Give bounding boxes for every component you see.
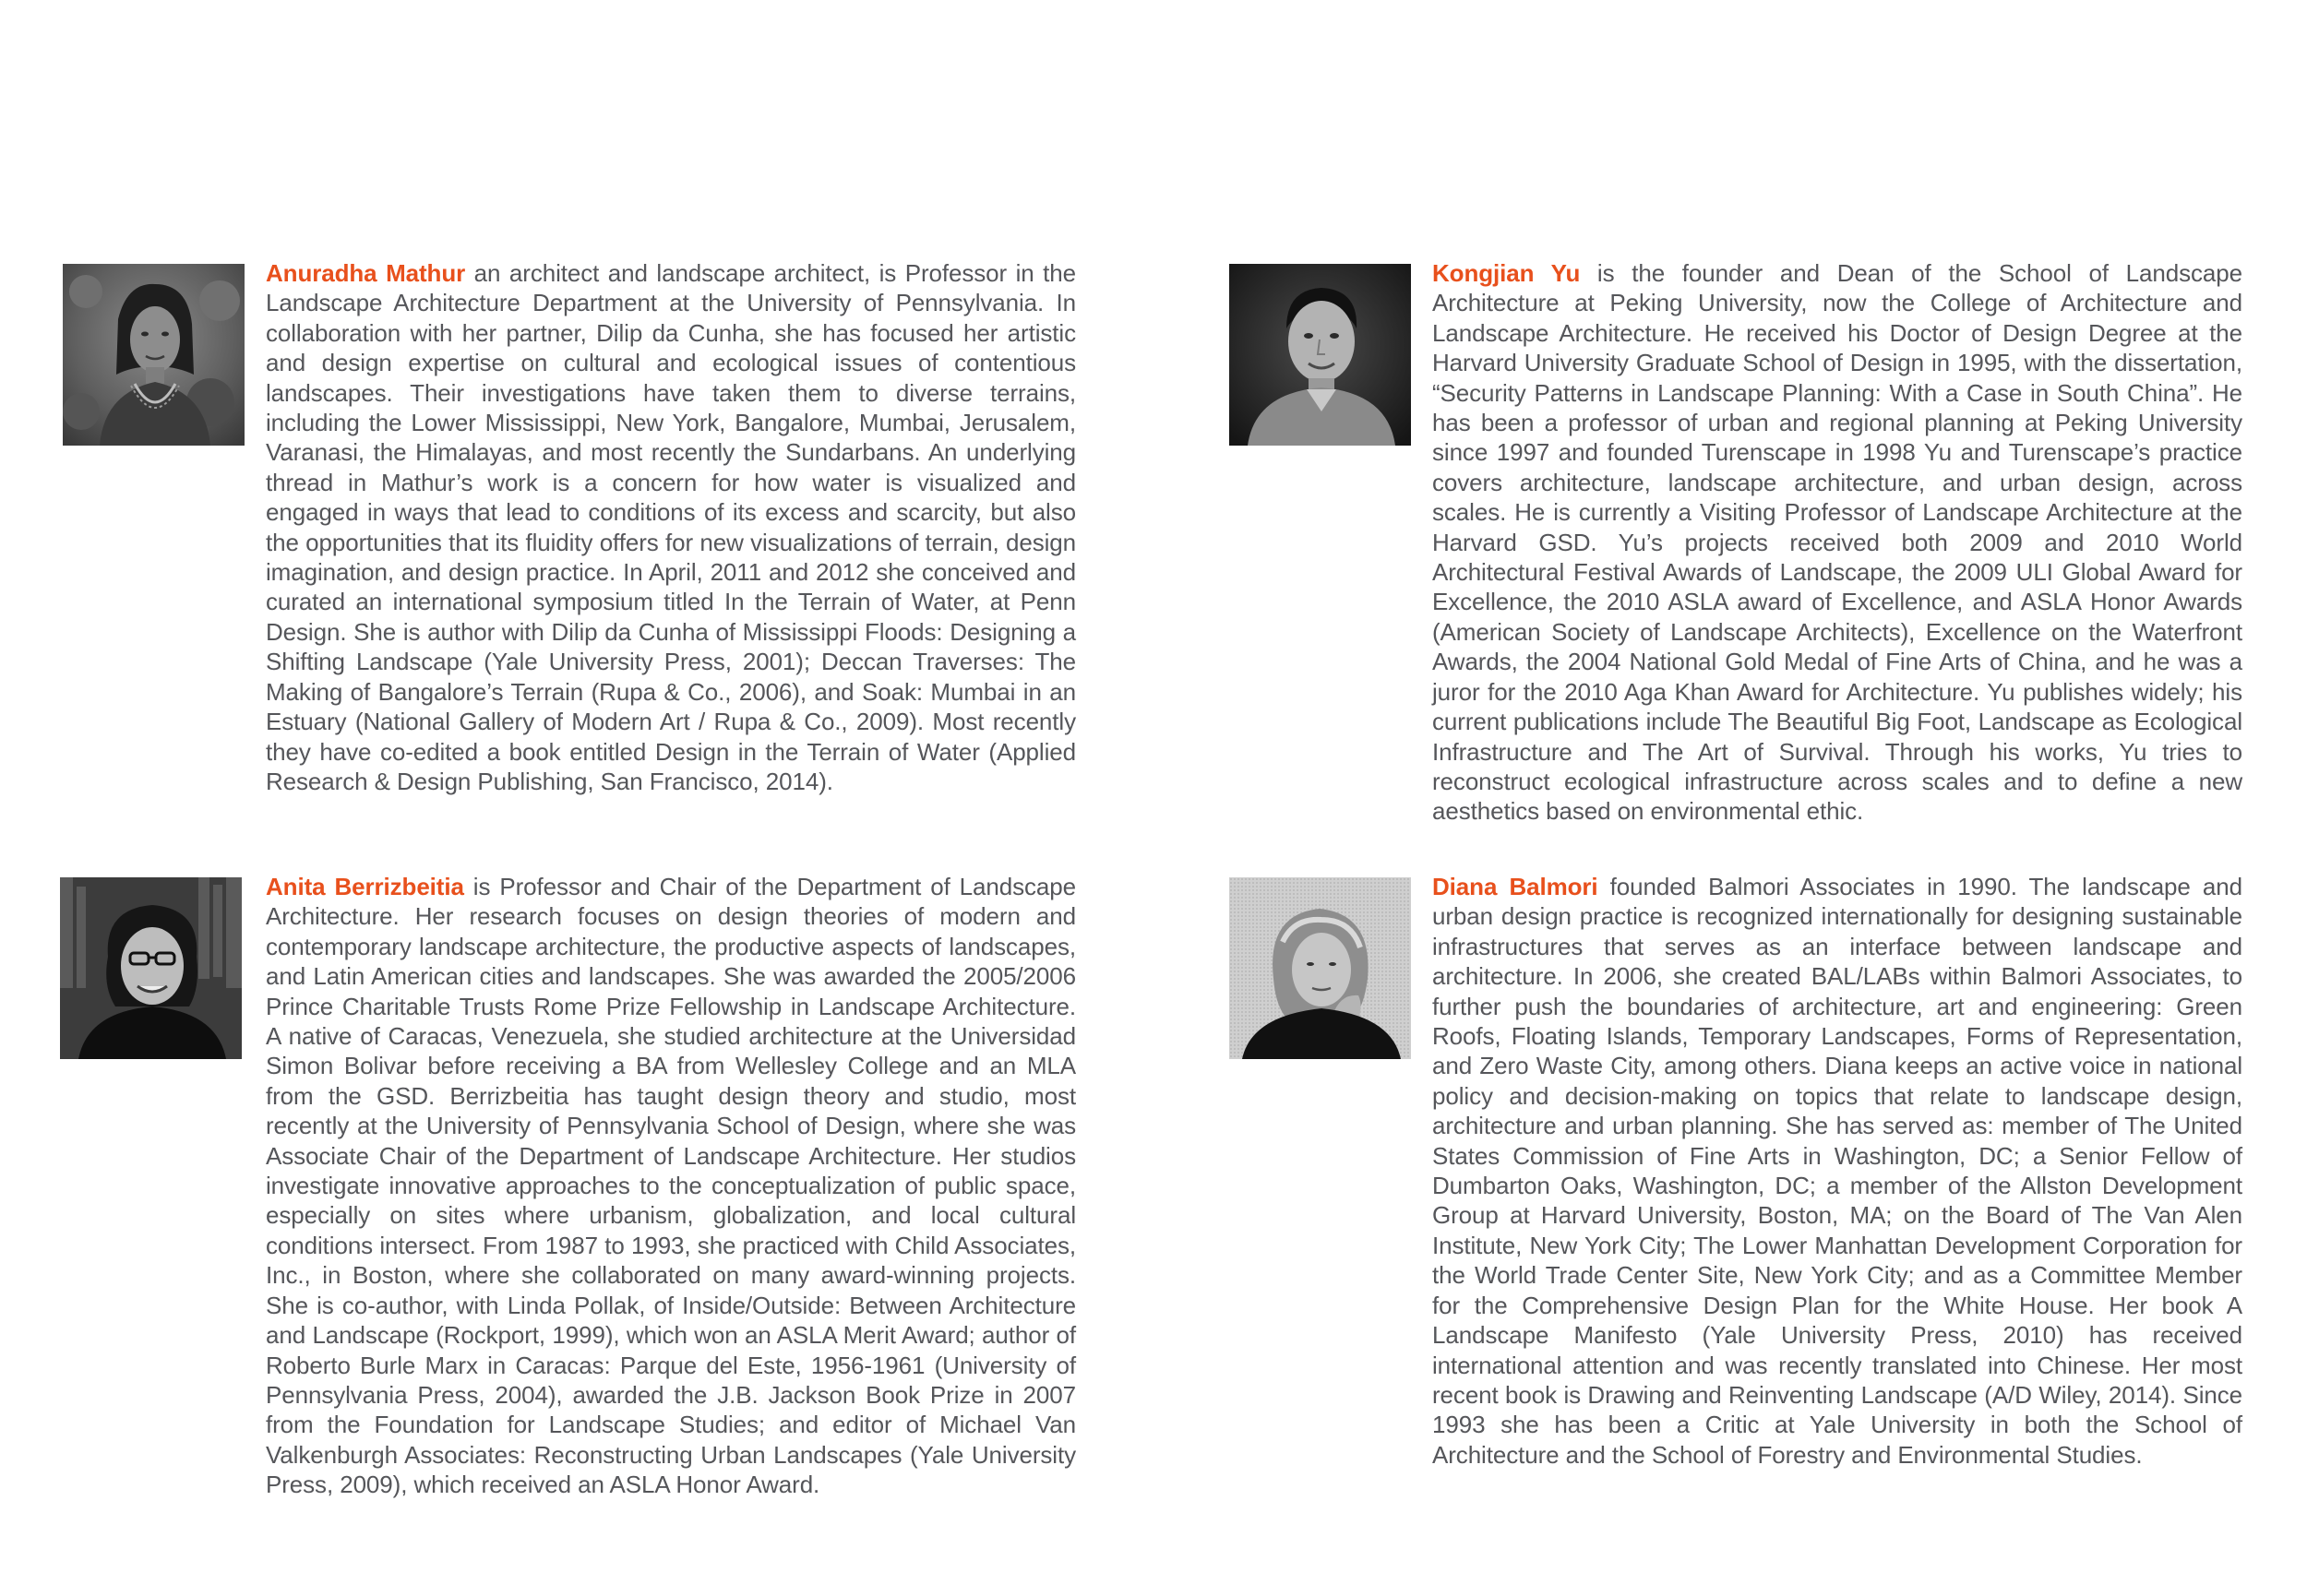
portrait-image (1229, 264, 1411, 446)
bio-text-berrizbeitia (266, 872, 1076, 1500)
portrait-photo-yu (1229, 264, 1411, 446)
bio-name-balmori: Diana Balmori (1432, 873, 1598, 900)
bio-text-yu (1432, 258, 2242, 827)
bio-name-berrizbeitia: Anita Berrizbeitia (266, 873, 464, 900)
portrait-photo-berrizbeitia (60, 877, 242, 1059)
portrait-image (63, 264, 245, 446)
portrait-image (60, 877, 242, 1059)
bio-name-mathur: Anuradha Mathur (266, 259, 466, 287)
bio-name-yu: Kongjian Yu (1432, 259, 1581, 287)
portrait-image (1229, 877, 1411, 1059)
bio-body-berrizbeitia: is Professor and Chair of the Department of Landscape Architecture. Her research focuses on design theories of modern and contemporary landscape architecture, the productive aspects of landscapes, and Latin American cities and landscapes. She was awarded the 2005/2006 Prince Charitable Trusts Rome Prize Fellowship in Landscape Architecture. A native of Caracas, Venezuela, she studied architecture at the Universidad Simon Bolivar before receiving a BA from Wellesley College and an MLA from the GSD. Berrizbeitia has taught design theory and studio, most recently at the University of Pennsylvania School of Design, where she was Associate Chair of the Department of Landscape Architecture. Her studios investigate innovative approaches to the conceptualization of public space, especially on sites where urbanism, globalization, and local cultural conditions intersect. From 1987 to 1993, she practiced with Child Associates, Inc., in Boston, where she collaborated on many award-winning projects. She is co-author, with Linda Pollak, of Inside/Outside: Between Architecture and Landscape (Rockport, 1999), which won an ASLA Merit Award; author of Roberto Burle Marx in Caracas: Parque del Este, 1956-1961 (University of Pennsylvania Press, 2004), awarded the J.B. Jackson Book Prize in 2007 from the Foundation for Landscape Studies; and editor of Michael Van Valkenburgh Associates: Reconstructing Urban Landscapes (Yale University Press, 2009), which received an ASLA Honor Award. (266, 873, 1077, 1499)
portrait-photo-mathur (63, 264, 245, 446)
bio-body-yu: is the founder and Dean of the School of Landscape Architecture at Peking University, now the College of Architecture and Landscape Architecture. He received his Doctor of Design Degree at the Harvard University Graduate School of Design in 1995, with the dissertation, “Security Patterns in Landscape Planning: With a Case in South China”. He has been a professor of urban and regional planning at Peking University since 1997 and founded Turenscape in 1998 Yu and Turenscape’s practice covers architecture, landscape architecture, and urban design, across scales. He is currently a Visiting Professor of Landscape Architecture at the Harvard GSD. Yu’s projects received both 2009 and 2010 World Architectural Festival Awards of Landscape, the 2009 ULI Global Award for Excellence, the 2010 ASLA award of Excellence, and ASLA Honor Awards (American Society of Landscape Architects), Excellence on the Waterfront Awards, the 2004 National Gold Medal of Fine Arts of China, and he was a juror for the 2010 Aga Khan Award for Architecture. Yu publishes widely; his current publications include The Beautiful Big Foot, Landscape as Ecological Infrastructure and The Art of Survival. Through his works, Yu tries to reconstruct ecological infrastructure across scales and to define a new aesthetics based on environmental ethic. (1432, 259, 2242, 826)
bio-body-mathur: an architect and landscape architect, is Professor in the Landscape Architecture Department at the University of Pennsylvania. In collaboration with her partner, Dilip da Cunha, she has focused her artistic and design expertise on cultural and ecological issues of contentious landscapes. Their investigations have taken them to diverse terrains, including the Lower Mississippi, New York, Bangalore, Mumbai, Jerusalem, Varanasi, the Himalayas, and most recently the Sundarbans. An underlying thread in Mathur’s work is a concern for how water is visualized and engaged in ways that lead to conditions of its excess and scarcity, but also the opportunities that its fluidity offers for new visualizations of terrain, design imagination, and design practice. In April, 2011 and 2012 she conceived and curated an international symposium titled In the Terrain of Water, at Penn Design. She is author with Dilip da Cunha of Mississippi Floods: Designing a Shifting Landscape (Yale University Press, 2001); Deccan Traverses: The Making of Bangalore’s Terrain (Rupa & Co., 2006), and Soak: Mumbai in an Estuary (National Gallery of Modern Art / Rupa & Co., 2009). Most recently they have co-edited a book entitled Design in the Terrain of Water (Applied Research & Design Publishing, San Francisco, 2014). (266, 259, 1076, 795)
bio-text-balmori (1432, 872, 2242, 1470)
bio-body-balmori: founded Balmori Associates in 1990. The landscape and urban design practice is recognized internationally for designing sustainable infrastructures that serves as an interface between landscape and architecture. In 2006, she created BAL/LABs within Balmori Associates, to further push the boundaries of architecture, art and engineering: Green Roofs, Floating Islands, Temporary Landscapes, Forms of Representation, and Zero Waste City, among others. Diana keeps an active voice in national policy and decision-making on topics that relate to landscape design, architecture and urban planning. She has served as: member of The United States Commission of Fine Arts in Washington, DC; a Senior Fellow of Dumbarton Oaks, Washington, DC; a member of the Allston Development Group at Harvard University, Boston, MA; on the Board of The Van Alen Institute, New York City; The Lower Manhattan Development Corporation for the World Trade Center Site, New York City; and as a Committee Member for the Comprehensive Design Plan for the White House. Her book A Landscape Manifesto (Yale University Press, 2010) has received international attention and was recently translated into Chinese. Her most recent book is Drawing and Reinventing Landscape (A/D Wiley, 2014). Since 1993 she has been a Critic at Yale University in both the School of Architecture and the School of Forestry and Environmental Studies. (1432, 873, 2242, 1469)
bio-text-mathur (266, 258, 1076, 796)
portrait-photo-balmori (1229, 877, 1411, 1059)
